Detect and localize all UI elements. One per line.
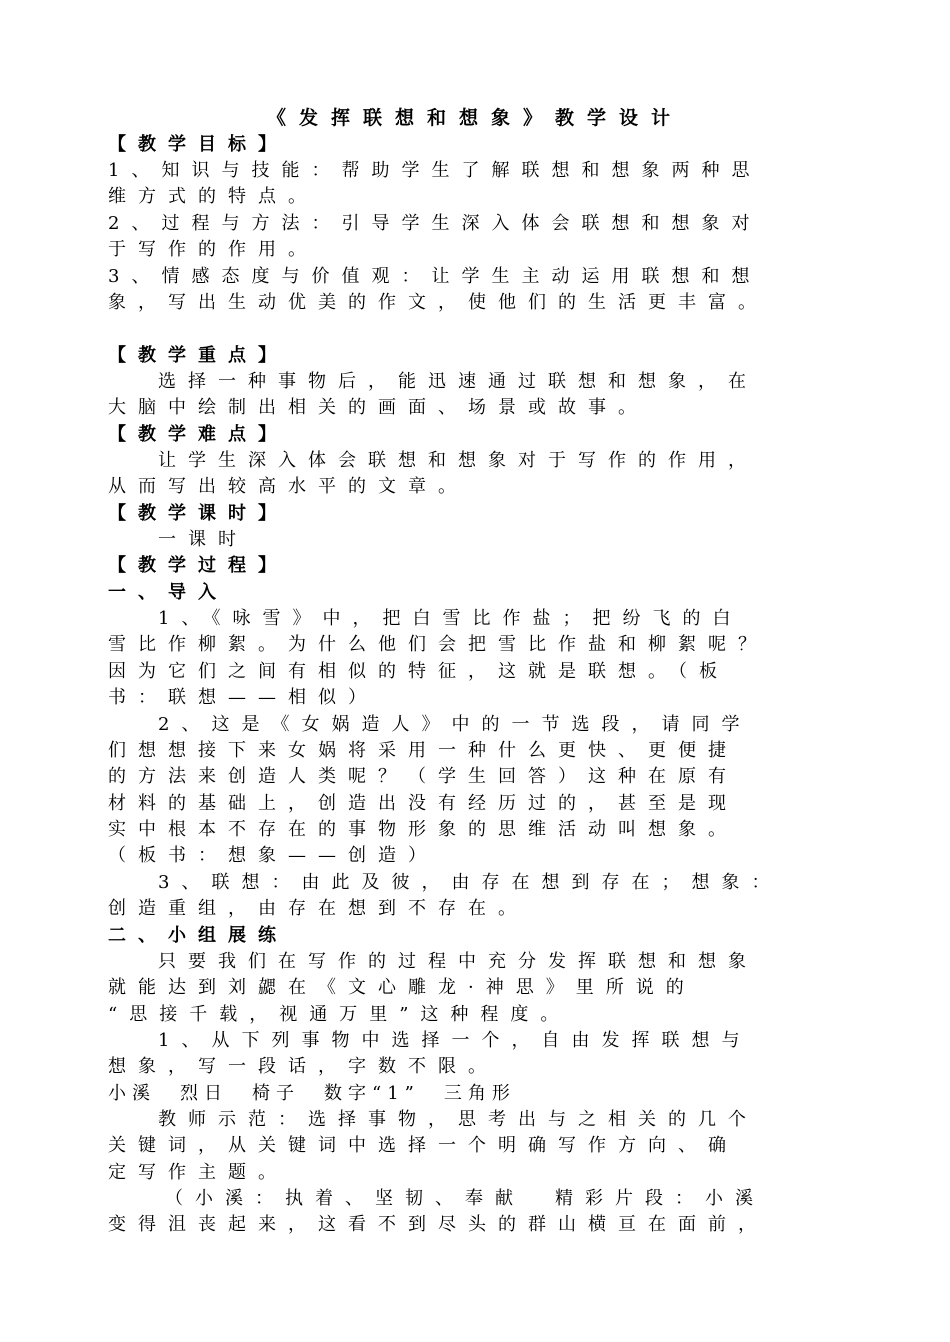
intro-p2-line-6: （板书：想象——创造）: [108, 845, 438, 866]
class-hours-value: 一课时: [158, 529, 248, 550]
section-1-heading: 一、导入: [108, 582, 228, 603]
goal-2-line-1: 2、过程与方法：引导学生深入体会联想和想象对: [108, 213, 762, 234]
intro-p3-line-2: 创造重组，由存在想到不存在。: [108, 898, 528, 919]
intro-p3-line-1: 3、联想：由此及彼，由存在想到存在；想象：: [158, 872, 782, 893]
intro-p2-line-4: 材料的基础上，创造出没有经历过的，甚至是现: [108, 793, 738, 814]
demo-line-3: 定写作主题。: [108, 1162, 288, 1183]
heading-key-point: 【教学重点】: [108, 345, 288, 366]
intro-p1-line-4: 书：联想——相似）: [108, 687, 378, 708]
key-point-line-2: 大脑中绘制出相关的画面、场景或故事。: [108, 397, 648, 418]
example-line-1: （小溪：执着、坚韧、奉献 精彩片段：小溪: [165, 1188, 765, 1209]
goal-3-line-1: 3、情感态度与价值观：让学生主动运用联想和想: [108, 266, 762, 287]
goal-3-line-2: 象，写出生动优美的作文，使他们的生活更丰富。: [108, 292, 768, 313]
intro-p1-line-2: 雪比作柳絮。为什么他们会把雪比作盐和柳絮呢？: [108, 634, 768, 655]
heading-teaching-goals: 【教学目标】: [108, 134, 288, 155]
heading-teaching-process: 【教学过程】: [108, 555, 288, 576]
difficulty-line-2: 从而写出较高水平的文章。: [108, 476, 468, 497]
intro-p2-line-1: 2、这是《女娲造人》中的一节选段，请同学: [158, 714, 752, 735]
task-line-1: 1、从下列事物中选择一个，自由发挥联想与: [158, 1030, 752, 1051]
group-intro-line-3: “思接千载，视通万里”这种程度。: [108, 1004, 571, 1025]
goal-2-line-2: 于写作的作用。: [108, 239, 318, 260]
heading-difficulty: 【教学难点】: [108, 424, 288, 445]
intro-p1-line-1: 1、《咏雪》中，把白雪比作盐；把纷飞的白: [158, 608, 743, 629]
group-intro-line-1: 只要我们在写作的过程中充分发挥联想和想象: [158, 951, 758, 972]
intro-p2-line-2: 们想想接下来女娲将采用一种什么更快、更便捷: [108, 740, 738, 761]
section-2-heading: 二、小组展练: [108, 925, 288, 946]
key-point-line-1: 选择一种事物后，能迅速通过联想和想象，在: [158, 371, 758, 392]
group-intro-line-2: 就能达到刘勰在《文心雕龙·神思》里所说的: [108, 977, 696, 998]
intro-p2-line-5: 实中根本不存在的事物形象的思维活动叫想象。: [108, 819, 738, 840]
object-options: 小溪 烈日 椅子 数字“1” 三角形: [108, 1083, 516, 1104]
intro-p1-line-3: 因为它们之间有相似的特征，这就是联想。（板: [108, 661, 729, 682]
demo-line-1: 教师示范：选择事物，思考出与之相关的几个: [158, 1109, 758, 1130]
goal-1-line-2: 维方式的特点。: [108, 186, 318, 207]
demo-line-2: 关键词，从关键词中选择一个明确写作方向、确: [108, 1135, 738, 1156]
example-line-2: 变得沮丧起来，这看不到尽头的群山横亘在面前，: [108, 1214, 768, 1235]
goal-1-line-1: 1、知识与技能：帮助学生了解联想和想象两种思: [108, 160, 762, 181]
difficulty-line-1: 让学生深入体会联想和想象对于写作的作用，: [158, 450, 758, 471]
document-title: 《发挥联想和想象》教学设计: [266, 107, 683, 129]
task-line-2: 想象，写一段话，字数不限。: [108, 1056, 498, 1077]
intro-p2-line-3: 的方法来创造人类呢？（学生回答）这种在原有: [108, 766, 738, 787]
heading-class-hours: 【教学课时】: [108, 503, 288, 524]
